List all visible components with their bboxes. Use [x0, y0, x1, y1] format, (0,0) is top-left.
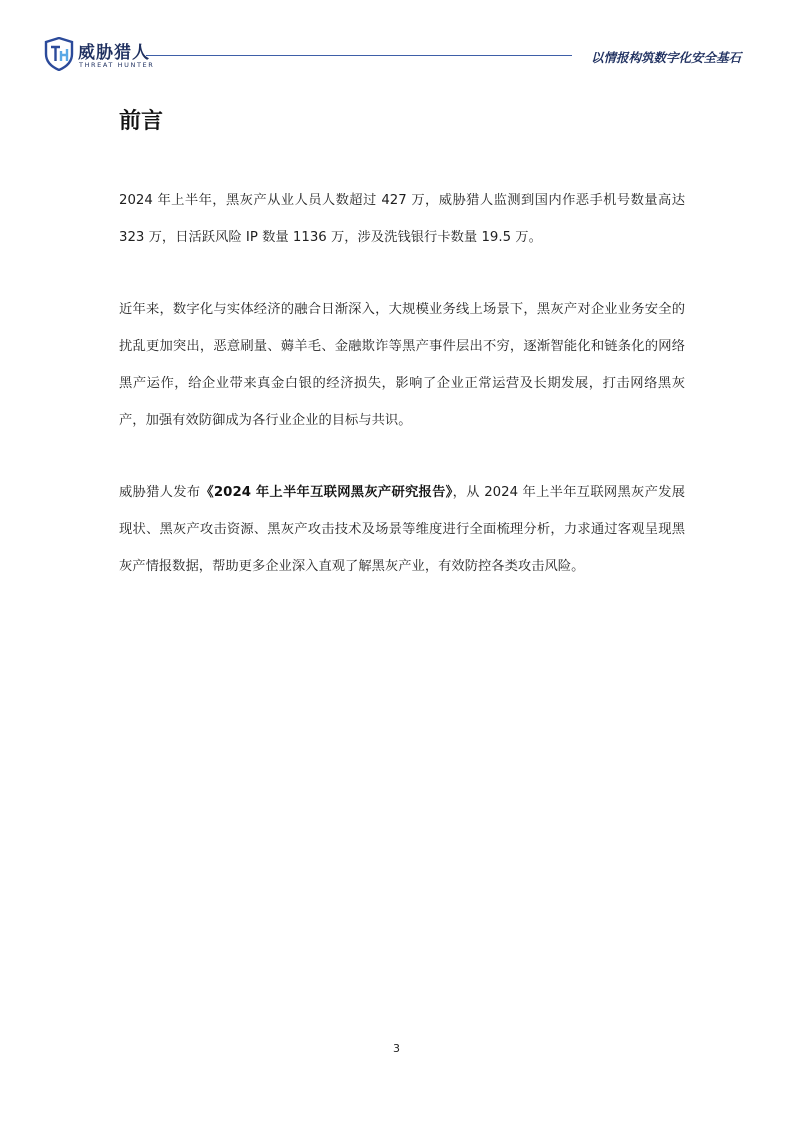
page-header — [0, 0, 793, 80]
paragraph-2: 近年来，数字化与实体经济的融合日渐深入，大规模业务线上场景下，黑灰产对企业业务安全的扰乱更加突出，恶意刷量、薅羊毛、金融欺诈等黑产事件层出不穷，逐渐智能化和链条化的网络黑产运作，给企业带来真金白银的经济损失，影响了企业正常运营及长期发展，打击网络黑灰产，加强有效防御成为各行业企业的目标与共识。 — [119, 302, 685, 428]
paragraph-3-lead: 威胁猎人发布 — [119, 485, 201, 500]
paragraph-3-rest: ，从 2024 年上半年互联网黑灰产发展现状、黑灰产攻击资源、黑灰产攻击技术及场景等维度进行全面梳理分析，力求通过客观呈现黑灰产情报数据，帮助更多企业深入直观了解黑灰产业，有效防控各类攻击风险。 — [119, 485, 685, 574]
report-title: 《2024 年上半年互联网黑灰产研究报告》 — [200, 485, 453, 500]
paragraph-1: 2024 年上半年，黑灰产从业人员人数超过 427 万，威胁猎人监测到国内作恶手机号数量高达 323 万，日活跃风险 IP 数量 1136 万，涉及洗钱银行卡数量 19.5 万。 — [119, 193, 685, 245]
body-content — [119, 182, 685, 620]
page-title: 前言 — [119, 109, 164, 134]
page-number: 3 — [393, 1042, 400, 1055]
brand-name-english: THREAT HUNTER — [79, 61, 155, 69]
header-divider — [146, 55, 572, 56]
th-shield-logo-icon — [44, 37, 74, 71]
header-slogan: 以情报构筑数字化安全基石 — [590, 50, 741, 65]
paragraph-3 — [119, 474, 685, 585]
brand-name: 威胁猎人 — [78, 43, 150, 63]
